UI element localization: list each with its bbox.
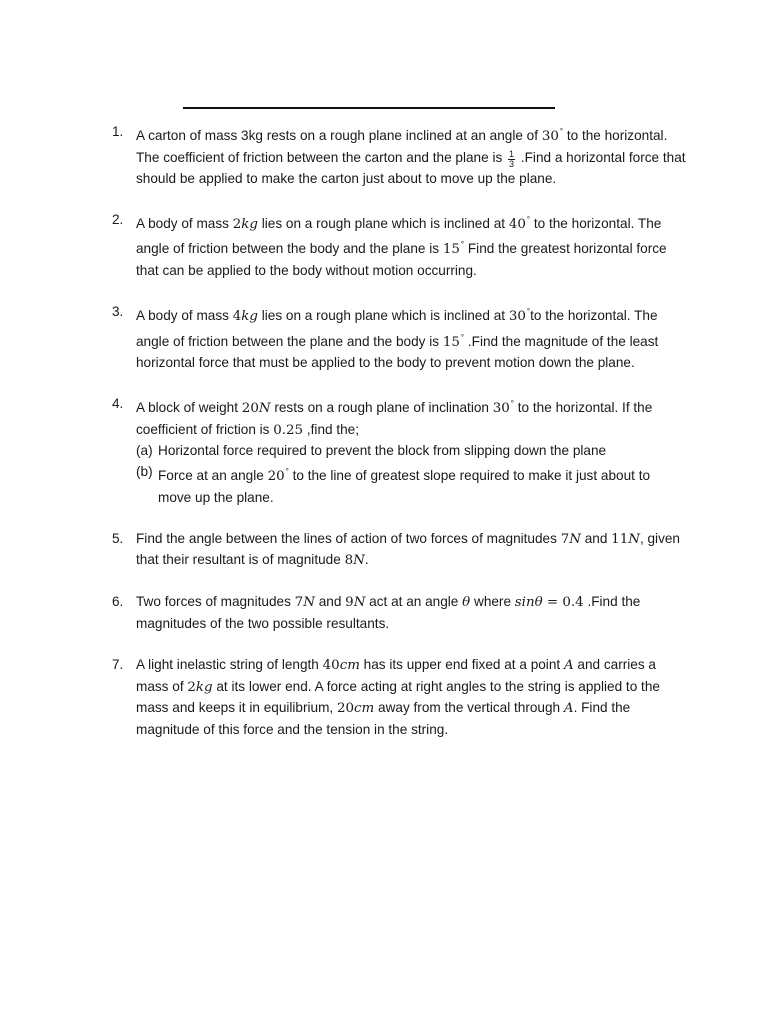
fraction: [508, 150, 515, 169]
fraction-numerator: 1: [509, 148, 515, 159]
math-value: 7: [560, 531, 570, 547]
question-text: to the horizontal. The angle of friction between the plane and the body is: [136, 307, 658, 349]
question-1: [112, 122, 687, 189]
question-text: rests on a rough plane of inclination: [270, 400, 493, 416]
sub-question-b: [136, 462, 687, 508]
math-value: 2: [187, 679, 196, 695]
math-unit: kg: [195, 679, 213, 695]
math-value: 20: [267, 469, 285, 485]
degree-symbol: °: [285, 467, 289, 477]
math-value: = 0.4: [542, 595, 584, 611]
math-value: 40: [508, 216, 526, 232]
question-text: Two forces of magnitudes: [136, 594, 295, 610]
sub-question-label: (a): [136, 443, 153, 459]
sub-question-a: [136, 441, 687, 462]
sub-question-label: (b): [136, 464, 153, 480]
math-value: 20: [336, 701, 355, 717]
math-unit: N: [353, 553, 365, 569]
question-text: A light inelastic string of length: [136, 657, 323, 673]
question-text: to the horizontal. If the coefficient of friction is: [136, 400, 653, 437]
question-text: act at an angle: [365, 594, 463, 610]
question-text: ,find the;: [303, 421, 360, 437]
question-number: 3.: [112, 303, 124, 319]
question-text: A body of mass: [136, 215, 233, 231]
question-text: , given that their resultant is of magnitude: [136, 530, 680, 568]
question-list: [112, 122, 687, 761]
question-text: to the horizontal. The coefficient of friction between the carton and the plane is: [136, 128, 668, 165]
question-text: and: [314, 594, 346, 610]
question-text: and carries a mass of: [136, 657, 656, 694]
question-text: A block of weight: [136, 400, 242, 416]
math-value: 15: [442, 334, 460, 350]
math-value: 4: [232, 308, 242, 324]
sub-question-text: to the line of greatest slope required to make it just about to move up the plane.: [158, 468, 651, 505]
question-text: .: [364, 552, 369, 568]
question-text: . Find the magnitude of this force and the tension in the string.: [136, 700, 631, 737]
question-text: Find the greatest horizontal force that can be applied to the body without motion occurring.: [136, 241, 667, 278]
question-text: .Find the magnitude of the least horizontal force that must be applied to the body to prevent motion down the plane.: [136, 333, 659, 371]
math-value: 30: [508, 308, 526, 324]
math-value: 7: [294, 595, 304, 611]
math-variable: θ: [462, 595, 471, 611]
math-value: 11: [611, 531, 629, 547]
question-2: [112, 210, 687, 282]
question-text: and: [580, 530, 612, 546]
degree-symbol: °: [526, 306, 531, 316]
question-number: 5.: [112, 530, 124, 546]
math-value: 9: [345, 595, 354, 611]
question-text: lies on a rough plane which is inclined at: [257, 215, 509, 231]
sub-question-text: Horizontal force required to prevent the block from slipping down the plane: [158, 443, 607, 459]
math-unit: N: [258, 401, 271, 417]
math-unit: N: [628, 531, 640, 547]
math-variable: A: [563, 701, 574, 717]
math-value: 2: [232, 216, 242, 232]
question-number: 6.: [112, 594, 124, 610]
fraction-denominator: 3: [509, 158, 515, 169]
question-number: 4.: [112, 396, 124, 412]
degree-symbol: °: [559, 127, 564, 136]
degree-symbol: °: [526, 214, 531, 224]
question-text: A carton of mass 3kg rests on a rough plane inclined at an angle of: [136, 128, 542, 143]
question-5: [112, 529, 687, 572]
math-unit: cm: [339, 658, 360, 674]
question-text: has its upper end fixed at a point: [359, 657, 564, 673]
math-value: 30: [492, 401, 510, 417]
degree-symbol: °: [510, 399, 514, 409]
question-4: [112, 394, 687, 508]
question-number: 2.: [112, 211, 124, 227]
math-value: 15: [442, 242, 460, 258]
question-number: 1.: [112, 124, 124, 139]
question-text: where: [470, 594, 515, 610]
math-value: 8: [344, 553, 354, 569]
question-text: at its lower end. A force acting at right angles to the string is applied to the mass and keeps it in equilibrium,: [136, 678, 660, 716]
question-text: away from the vertical through: [374, 700, 564, 716]
question-number: 7.: [112, 657, 124, 673]
math-variable: sinθ: [514, 595, 543, 611]
question-text: .Find a horizontal force that should be applied to make the carton just about to move up the plane.: [136, 149, 686, 186]
math-unit: N: [303, 595, 315, 611]
math-unit: N: [569, 531, 581, 547]
math-unit: N: [353, 595, 366, 611]
question-text: to the horizontal. The angle of friction between the body and the plane is: [136, 215, 662, 257]
degree-symbol: °: [460, 332, 465, 342]
degree-symbol: °: [460, 240, 465, 250]
math-value: 20: [241, 401, 259, 417]
math-unit: kg: [241, 308, 258, 324]
sub-question-text: Force at an angle: [158, 468, 268, 484]
math-unit: cm: [354, 701, 375, 717]
math-value: 0.25: [273, 422, 304, 438]
question-text: .Find the magnitudes of the two possible resultants.: [136, 594, 641, 631]
question-text: Find the angle between the lines of action of two forces of magnitudes: [136, 530, 561, 546]
math-variable: A: [563, 658, 574, 674]
question-7: [112, 655, 687, 740]
math-unit: kg: [241, 216, 258, 232]
math-value: 30: [541, 129, 559, 144]
question-3: [112, 302, 687, 374]
top-rule: [183, 107, 555, 109]
question-6: [112, 592, 687, 634]
question-text: lies on a rough plane which is inclined at: [257, 307, 509, 323]
math-value: 40: [322, 658, 340, 674]
question-text: A body of mass: [136, 307, 233, 323]
